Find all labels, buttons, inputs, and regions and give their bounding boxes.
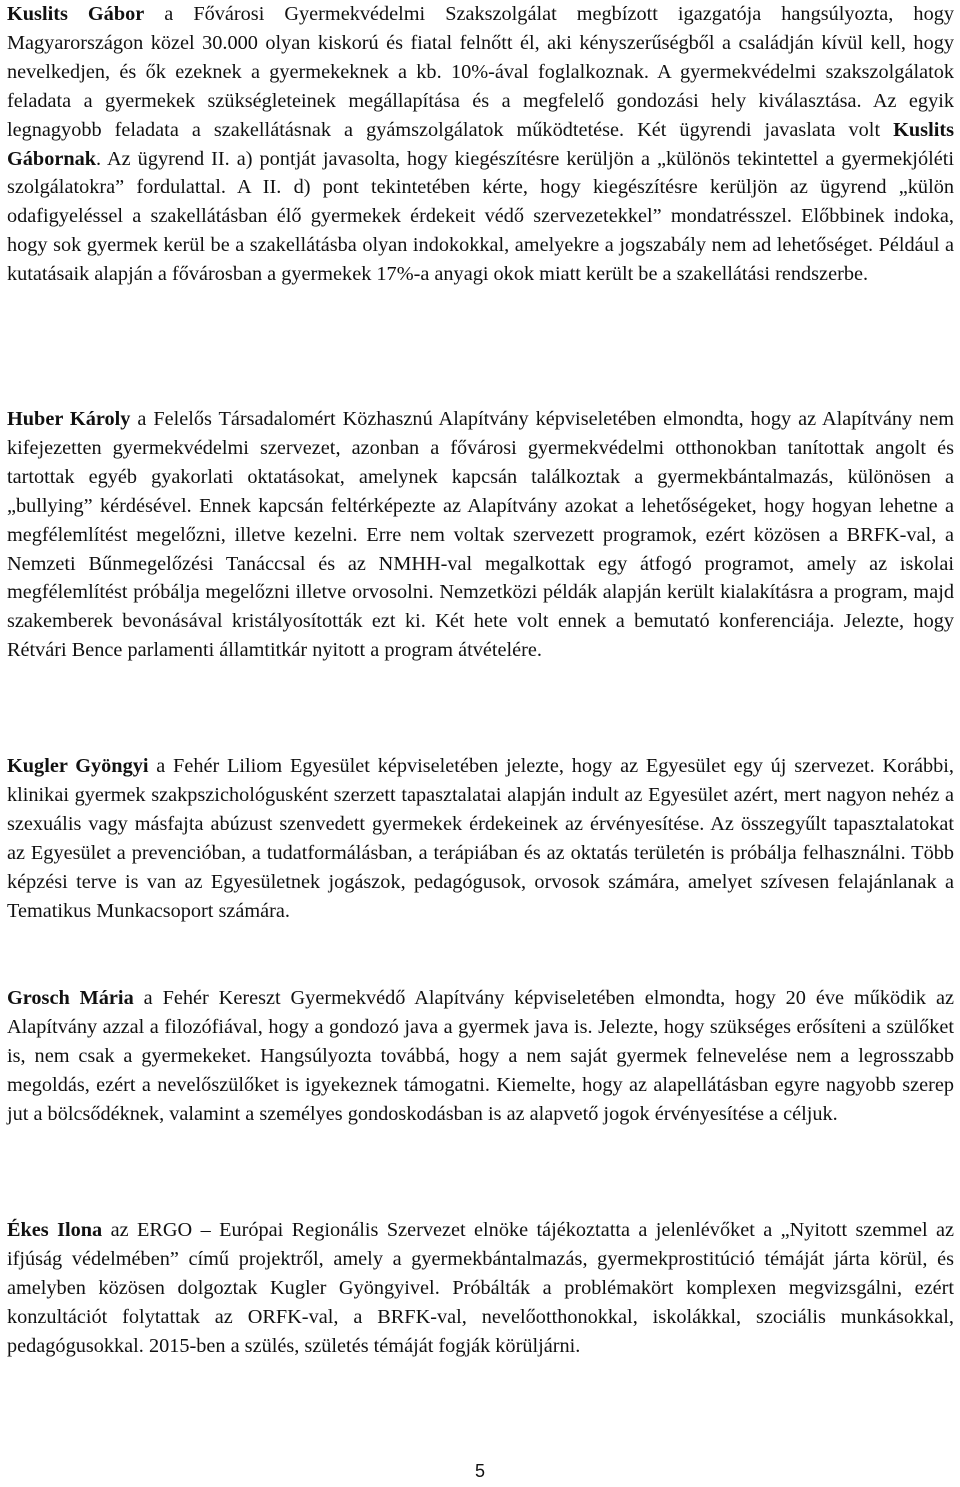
paragraph-huber-karoly — [7, 405, 954, 665]
paragraph-kugler-gyongyi — [7, 752, 954, 925]
paragraph-text: a Felelős Társadalomért Közhasznú Alapítvány képviseletében elmondta, hogy az Alapítvány nem kifejezetten gyermekvédelmi szervezet, azonban a fővárosi gyermekvédelmi otthonokban tanítottak angolt és tartottak egyéb gyakorlati oktatásokat, amelynek kapcsán találkoztak a gyermekbántalmazás, különösen a „bullying” kérdésével. Ennek kapcsán feltérképezte az Alapítvány azokat a lehetőségeket, hogy hogyan lehetne a megfélemlítést megelőzni, illetve kezelni. Erre nem voltak szervezett programok, ezért közösen a BRFK-val, a Nemzeti Bűnmegelőzési Tanáccsal és az NMHH-val megalkottak egy átfogó programot, amely az iskolai megfélemlítést próbálja megelőzni illetve orvosolni. Nemzetközi példák alapján került kialakításra a program, majd szakemberek bevonásával kristályosították ezt ki. Két hete volt ennek a bemutató konferenciája. Jelezte, hogy Rétvári Bence parlamenti államtitkár nyitott a program átvételére. — [7, 408, 954, 662]
speaker-name: Kuslits Gábor — [7, 3, 145, 25]
paragraph-text: a Fehér Liliom Egyesület képviseletében jelezte, hogy az Egyesület egy új szervezet. Korábbi, klinikai gyermek szakpszichológusként szerzett tapasztalatai alapján indult az Egyesület azért, mert nagyon nehéz a szexuális vagy másfajta abúzust szenvedett gyermekek érdekeinek az érvényesítése. Az összegyűlt tapasztalatokat az Egyesület a prevencióban, a tudatformálásban, a terápiában és az oktatás területén is próbálja felhasználni. Több képzési terve is van az Egyesületnek jogászok, pedagógusok, orvosok számára, amelyet szívesen felajánlanak a Tematikus Munkacsoport számára. — [7, 755, 954, 922]
paragraph-text: . Az ügyrend II. a) pontját javasolta, hogy kiegészítésre kerüljön a „különös tekintettel a gyermekjóléti szolgálatokra” fordulattal. A II. d) pont tekintetében kérte, hogy kiegészítésre kerüljön az ügyrend „külön odafigyeléssel a szakellátásban élő gyermekek érdekeit védő szervezetekkel” mondatrésszel. Előbbinek indoka, hogy sok gyermek kerül be a szakellátásba olyan indokokkal, amelyekre a jogszabály nem ad lehetőséget. Például a kutatásaik alapján a fővárosban a gyermekek 17%-a anyagi okok miatt került be a szakellátási rendszerbe. — [7, 147, 954, 286]
speaker-name: Grosch Mária — [7, 987, 134, 1009]
paragraph-ekes-ilona — [7, 1216, 954, 1361]
speaker-name-inline: Kuslits Gábornak — [7, 118, 954, 170]
speaker-name: Kugler Gyöngyi — [7, 755, 149, 777]
speaker-name: Ékes Ilona — [7, 1219, 103, 1241]
page-number: 5 — [474, 1461, 485, 1481]
paragraph-text: az ERGO – Európai Regionális Szervezet elnöke tájékoztatta a jelenlévőket a „Nyitott szemmel az ifjúság védelmében” című projektről, amely a gyermekbántalmazás, gyermekprostitúció témáját járta körül, és amelyben közösen dolgoztak Kugler Gyöngyivel. Próbálták a problémakört komplexen megvizsgálni, ezért konzultációt folytattak az ORFK-val, a BRFK-val, nevelőotthonokkal, iskolákkal, szociális munkásokkal, pedagógusokkal. 2015-ben a szülés, születés témáját fogják körüljárni. — [7, 1219, 954, 1357]
paragraph-text: a Fehér Kereszt Gyermekvédő Alapítvány képviseletében elmondta, hogy 20 éve működik az Alapítvány azzal a filozófiával, hogy a gondozó java a gyermek java is. Jelezte, hogy szükséges erősíteni a szülőket is, nem csak a gyermekeket. Hangsúlyozta továbbá, hogy a nem saját gyermek felnevelése nem a legrosszabb megoldás, ezért a nevelőszülőket is igyekeznek támogatni. Kiemelte, hogy az alapellátásban egyre nagyobb szerep jut a bölcsődéknek, valamint a személyes gondoskodásban is az alapvető jogok érvényesítése a céljuk. — [7, 987, 954, 1125]
paragraph-kuslits-gabor — [7, 0, 954, 289]
paragraph-grosch-maria — [7, 984, 954, 1129]
paragraph-text: a Fővárosi Gyermekvédelmi Szakszolgálat megbízott igazgatója hangsúlyozta, hogy Magyarországon közel 30.000 olyan kiskorú és fiatal felnőtt él, aki kényszerűségből a családján kívül kell, hogy nevelkedjen, és ők ezeknek a gyermekeknek a kb. 10%-ával foglalkoznak. A gyermekvédelmi szakszolgálatok feladata a gyermekek szükségleteinek megállapítása és a megfelelő gondozási hely kiválasztása. Az egyik legnagyobb feladata a szakellátásnak a gyámszolgálatok működtetése. Két ügyrendi javaslata volt — [7, 3, 954, 141]
speaker-name: Huber Károly — [7, 408, 131, 430]
